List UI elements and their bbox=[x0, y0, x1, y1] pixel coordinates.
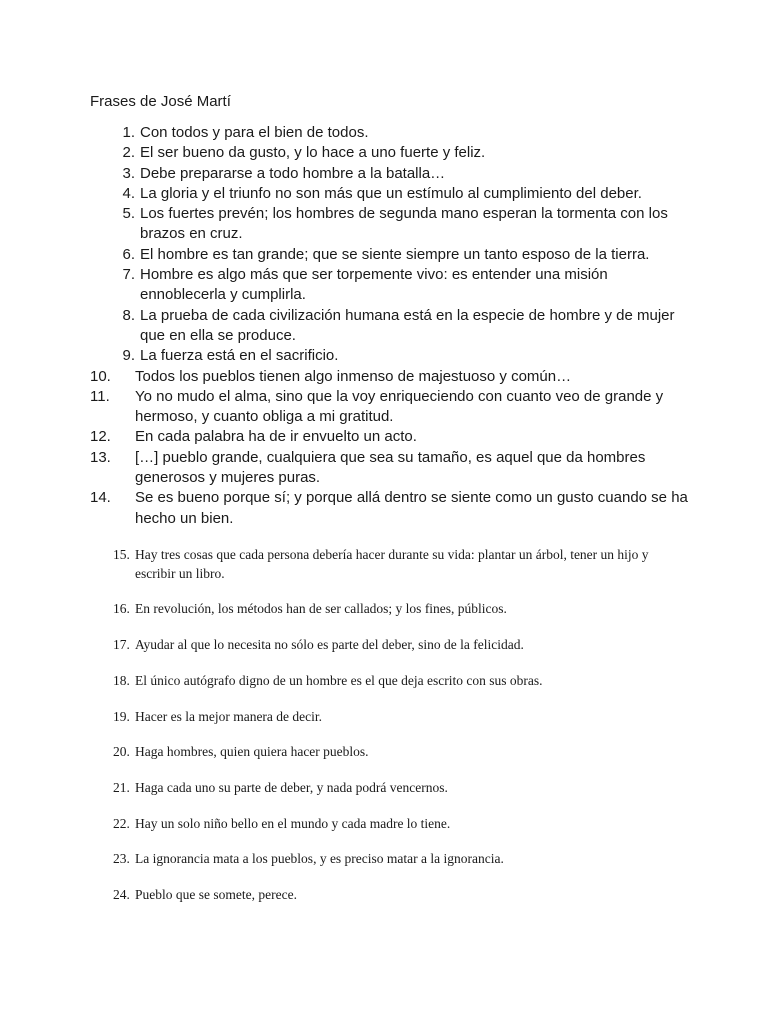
quote-text: El ser bueno da gusto, y lo hace a uno fuerte y feliz. bbox=[140, 144, 486, 162]
quote-number: 23. bbox=[113, 851, 130, 867]
quote-text: Haga cada uno su parte de deber, y nada podrá vencernos. bbox=[135, 779, 448, 795]
quote-number: 6. bbox=[122, 245, 135, 263]
quote-number: 17. bbox=[113, 637, 130, 653]
quote-number: 7. bbox=[122, 266, 135, 284]
quote-text: Ayudar al que lo necesita no sólo es parte del deber, sino de la felicidad. bbox=[135, 637, 524, 653]
quote-text: Los fuertes prevén; los hombres de segunda mano esperan la tormenta con los brazos en cruz. bbox=[140, 205, 668, 243]
quote-text: La gloria y el triunfo no son más que un estímulo al cumplimiento del deber. bbox=[140, 184, 642, 202]
quote-item bbox=[113, 886, 683, 905]
quote-item bbox=[90, 306, 690, 347]
quote-item bbox=[113, 600, 683, 619]
quote-item bbox=[90, 184, 690, 204]
quote-number: 16. bbox=[113, 601, 130, 617]
quote-text: Haga hombres, quien quiera hacer pueblos. bbox=[135, 744, 369, 760]
quote-item bbox=[90, 488, 690, 529]
quote-item bbox=[90, 387, 690, 428]
quote-item bbox=[113, 815, 683, 834]
quote-text: Con todos y para el bien de todos. bbox=[140, 124, 369, 141]
quote-text: Hacer es la mejor manera de decir. bbox=[135, 708, 323, 724]
quote-list-sans bbox=[90, 123, 690, 529]
quote-number: 11. bbox=[90, 387, 110, 405]
quote-item bbox=[113, 546, 683, 583]
quote-text: Se es bueno porque sí; y porque allá dentro se siente como un gusto cuando se ha hecho un bien. bbox=[135, 489, 688, 527]
quote-text: Hombre es algo más que ser torpemente vivo: es entender una misión ennoblecerla y cumplirla. bbox=[140, 266, 608, 304]
quote-number: 2. bbox=[122, 144, 135, 162]
quote-number: 12. bbox=[90, 428, 111, 446]
quote-item bbox=[113, 708, 683, 727]
quote-item bbox=[113, 779, 683, 798]
quote-text: Debe prepararse a todo hombre a la batalla… bbox=[140, 164, 446, 182]
quote-text: Pueblo que se somete, perece. bbox=[135, 887, 297, 903]
quote-item bbox=[90, 245, 690, 265]
quote-number: 14. bbox=[90, 489, 111, 507]
quote-number: 1. bbox=[122, 124, 135, 141]
quote-item bbox=[113, 743, 683, 762]
quote-number: 18. bbox=[113, 672, 130, 688]
quote-number: 8. bbox=[122, 306, 135, 324]
quote-item bbox=[90, 164, 690, 184]
quote-item bbox=[90, 143, 690, 163]
quote-text: […] pueblo grande, cualquiera que sea su tamaño, es aquel que da hombres generosos y mujeres puras. bbox=[135, 448, 646, 487]
quote-text: La ignorancia mata a los pueblos, y es preciso matar a la ignorancia. bbox=[135, 851, 504, 867]
quote-number: 13. bbox=[90, 448, 111, 466]
quote-number: 15. bbox=[113, 547, 130, 562]
quote-item bbox=[90, 427, 690, 447]
quote-item bbox=[90, 265, 690, 306]
quote-number: 22. bbox=[113, 815, 130, 831]
quote-text: La prueba de cada civilización humana está en la especie de hombre y de mujer que en ella se produce. bbox=[140, 306, 675, 344]
quote-number: 10. bbox=[90, 367, 111, 385]
quote-text: En revolución, los métodos han de ser callados; y los fines, públicos. bbox=[135, 601, 507, 617]
quote-number: 5. bbox=[122, 205, 135, 223]
quote-text: El hombre es tan grande; que se siente siempre un tanto esposo de la tierra. bbox=[140, 245, 650, 263]
quote-text: Hay un solo niño bello en el mundo y cada madre lo tiene. bbox=[135, 815, 451, 831]
document-title: Frases de José Martí bbox=[90, 93, 231, 110]
quote-item bbox=[90, 346, 690, 366]
quote-text: La fuerza está en el sacrificio. bbox=[140, 347, 339, 365]
quote-item bbox=[90, 448, 690, 489]
quote-text: En cada palabra ha de ir envuelto un acto. bbox=[135, 428, 417, 446]
quote-item bbox=[90, 204, 690, 245]
quote-number: 4. bbox=[122, 184, 135, 202]
quote-number: 21. bbox=[113, 779, 130, 795]
quote-text: Yo no mudo el alma, sino que la voy enriqueciendo con cuanto veo de grande y hermoso, y cuanto obliga a mi gratitud. bbox=[135, 387, 664, 426]
quote-item bbox=[113, 672, 683, 691]
quote-item bbox=[90, 123, 690, 143]
quote-text: Todos los pueblos tienen algo inmenso de majestuoso y común… bbox=[135, 367, 572, 385]
quote-number: 19. bbox=[113, 708, 130, 724]
quote-number: 24. bbox=[113, 887, 130, 903]
quote-text: El único autógrafo digno de un hombre es el que deja escrito con sus obras. bbox=[135, 672, 543, 688]
quote-item bbox=[113, 636, 683, 655]
quote-text: Hay tres cosas que cada persona debería hacer durante su vida: plantar un árbol, tener un hijo y escribir un libro. bbox=[135, 547, 649, 581]
quote-number: 20. bbox=[113, 744, 130, 760]
quote-number: 9. bbox=[122, 347, 135, 365]
quote-list-serif bbox=[113, 546, 683, 922]
quote-item bbox=[90, 367, 690, 387]
quote-item bbox=[113, 850, 683, 869]
quote-number: 3. bbox=[122, 164, 135, 182]
